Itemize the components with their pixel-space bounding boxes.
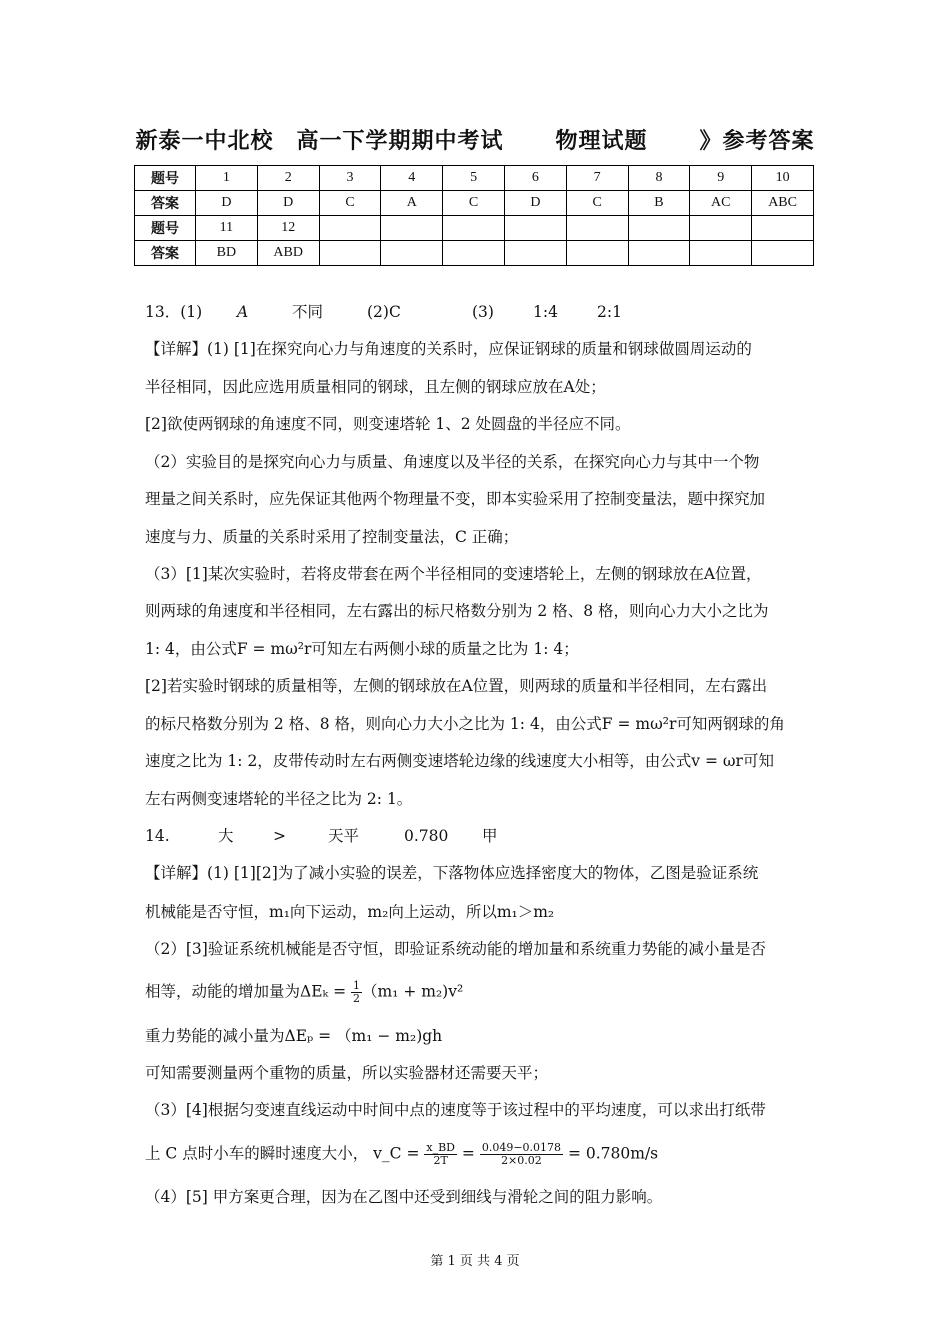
q14-velocity-label: v_C = <box>373 1144 425 1163</box>
q14-line-8-text: 上 C 点时小车的瞬时速度大小， <box>145 1144 369 1163</box>
table-row-numbers-2 <box>135 216 814 241</box>
q13-answer-3: (2)C <box>367 303 401 321</box>
q13-line-12: 速度之比为 1: 2，皮带传动时左右两侧变速塔轮边缘的线速度大小相等，由公式v = ωr可知 <box>145 752 774 770</box>
q14-answer-3: 天平 <box>328 827 360 845</box>
table-row-answers-1 <box>135 191 814 216</box>
table-cell: D <box>196 191 258 216</box>
table-row-label: 答案 <box>135 191 196 216</box>
frac-velocity: $\frac{x\_BD}{2T}$ <box>426 1141 455 1167</box>
table-cell <box>690 216 752 241</box>
q14-line-8: 上 C 点时小车的瞬时速度大小， v_C = $\frac{x\_BD}{2T}$ = $\frac{0.049-0.0178}{2\times 0.02}$ = 0.780m/s <box>145 1141 659 1167</box>
table-cell: 12 <box>257 216 319 241</box>
q14-line-4 <box>145 980 813 1005</box>
table-row-numbers-1 <box>135 166 814 191</box>
table-cell: 2 <box>257 166 319 191</box>
table-cell: 4 <box>381 166 443 191</box>
q14-line-9: （4）[5] 甲方案更合理，因为在乙图中还受到细线与滑轮之间的阻力影响。 <box>145 1188 663 1206</box>
table-cell <box>381 216 443 241</box>
table-cell <box>690 241 752 266</box>
page-title <box>0 124 950 155</box>
table-cell: 7 <box>566 166 628 191</box>
table-cell: C <box>566 191 628 216</box>
page-footer: 第 1 页 共 4 页 <box>430 1254 520 1269</box>
q13-answer-6: 2:1 <box>597 303 622 321</box>
title-suffix: 》参考答案 <box>699 128 815 154</box>
table-cell: B <box>628 191 690 216</box>
table-cell: AC <box>690 191 752 216</box>
table-cell: 6 <box>504 166 566 191</box>
table-row-label: 题号 <box>135 216 196 241</box>
table-row-label: 题号 <box>135 166 196 191</box>
q13-answer-5: 1:4 <box>533 303 558 321</box>
table-cell: D <box>504 191 566 216</box>
frac-calc: $\frac{0.049-0.0178}{2\times 0.02}$ <box>481 1141 562 1167</box>
q14-line-3: （2）[3]验证系统机械能是否守恒，即验证系统动能的增加量和系统重力势能的减小量是否 <box>145 940 766 958</box>
q14-answer-1: 大 <box>218 827 234 845</box>
table-cell: 5 <box>443 166 505 191</box>
title-school: 新泰一中北校 高一下学期期中考试 <box>135 128 504 154</box>
table-cell <box>566 216 628 241</box>
q13-line-10: [2]若实验时钢球的质量相等，左侧的钢球放在A位置，则两球的质量和半径相同，左右露出 <box>145 677 768 695</box>
table-cell: 9 <box>690 166 752 191</box>
q13-answer-1: A <box>237 303 249 321</box>
table-cell: 10 <box>752 166 814 191</box>
table-cell <box>566 241 628 266</box>
table-cell: C <box>443 191 505 216</box>
table-row-answers-2 <box>135 241 814 266</box>
table-cell <box>628 216 690 241</box>
q14-line-7: （3）[4]根据匀变速直线运动中时间中点的速度等于该过程中的平均速度，可以求出打纸带 <box>145 1101 766 1119</box>
answer-table <box>134 165 814 266</box>
table-cell: 1 <box>196 166 258 191</box>
table-cell: 11 <box>196 216 258 241</box>
frac-half: $\frac{1}{2}$ <box>353 979 361 1005</box>
q14-label: 14. <box>145 827 170 845</box>
table-cell: BD <box>196 241 258 266</box>
table-cell: 8 <box>628 166 690 191</box>
q14-line-5: 重力势能的减小量为ΔEₚ = （m₁ − m₂)gh <box>145 1027 443 1045</box>
q13-line-3: [2]欲使两钢球的角速度不同，则变速塔轮 1、2 处圆盘的半径应不同。 <box>145 415 631 433</box>
q14-line-6: 可知需要测量两个重物的质量，所以实验器材还需要天平； <box>145 1064 549 1082</box>
q13-line-9: 1: 4，由公式F = mω²r可知左右两侧小球的质量之比为 1: 4； <box>145 640 579 658</box>
title-subject: 物理试题 <box>555 128 648 154</box>
table-cell: 3 <box>319 166 381 191</box>
q13-line-6: 速度与力、质量的关系时采用了控制变量法，C 正确； <box>145 528 519 546</box>
table-cell: ABD <box>257 241 319 266</box>
table-cell: C <box>319 191 381 216</box>
table-cell <box>443 216 505 241</box>
q13-line-11: 的标尺格数分别为 2 格、8 格，则向心力大小之比为 1: 4，由公式F = mω²r可知两钢球的角 <box>145 715 785 733</box>
q14-answer-4: 0.780 <box>404 827 449 845</box>
q14-line-4-tail: （m₁ + m₂)v² <box>362 982 464 1001</box>
q13-line-7: （3）[1]某次实验时，若将皮带套在两个半径相同的变速塔轮上，左侧的钢球放在A位置， <box>145 565 762 583</box>
table-cell: ABC <box>752 191 814 216</box>
table-row-label: 答案 <box>135 241 196 266</box>
q14-answer-2: > <box>273 827 286 845</box>
q13-line-2: 半径相同，因此应选用质量相同的钢球，且左侧的钢球应放在A处； <box>145 378 606 396</box>
q13-line-4: （2）实验目的是探究向心力与质量、角速度以及半径的关系，在探究向心力与其中一个物 <box>145 453 760 471</box>
table-cell: D <box>257 191 319 216</box>
q13-line-1: 【详解】(1) [1]在探究向心力与角速度的关系时，应保证钢球的质量和钢球做圆周运动的 <box>145 340 752 358</box>
table-cell <box>319 241 381 266</box>
q14-line-4-text: 相等，动能的增加量为ΔEₖ = <box>145 982 352 1001</box>
q13-line-5: 理量之间关系时，应先保证其他两个物理量不变，即本实验采用了控制变量法，题中探究加 <box>145 490 766 508</box>
table-cell <box>628 241 690 266</box>
q14-line-2: 机械能是否守恒，m₁向下运动，m₂向上运动，所以m₁＞m₂ <box>145 903 555 921</box>
table-cell <box>443 241 505 266</box>
table-cell <box>752 216 814 241</box>
table-cell <box>319 216 381 241</box>
table-cell <box>381 241 443 266</box>
table-cell: A <box>381 191 443 216</box>
q13-answer-2: 不同 <box>292 303 324 321</box>
table-cell <box>504 216 566 241</box>
q13-label: 13．(1) <box>145 303 203 321</box>
q14-velocity-result: = 0.780m/s <box>563 1144 659 1163</box>
table-cell <box>752 241 814 266</box>
q13-line-8: 则两球的角速度和半径相同，左右露出的标尺格数分别为 2 格、8 格，则向心力大小之比为 <box>145 602 769 620</box>
q14-answer-5: 甲 <box>482 827 498 845</box>
q13-line-13: 左右两侧变速塔轮的半径之比为 2: 1。 <box>145 790 413 808</box>
q13-answer-4: (3) <box>472 303 494 321</box>
table-cell <box>504 241 566 266</box>
q14-line-1: 【详解】(1) [1][2]为了减小实验的误差，下落物体应选择密度大的物体，乙图是验证系统 <box>145 864 759 882</box>
